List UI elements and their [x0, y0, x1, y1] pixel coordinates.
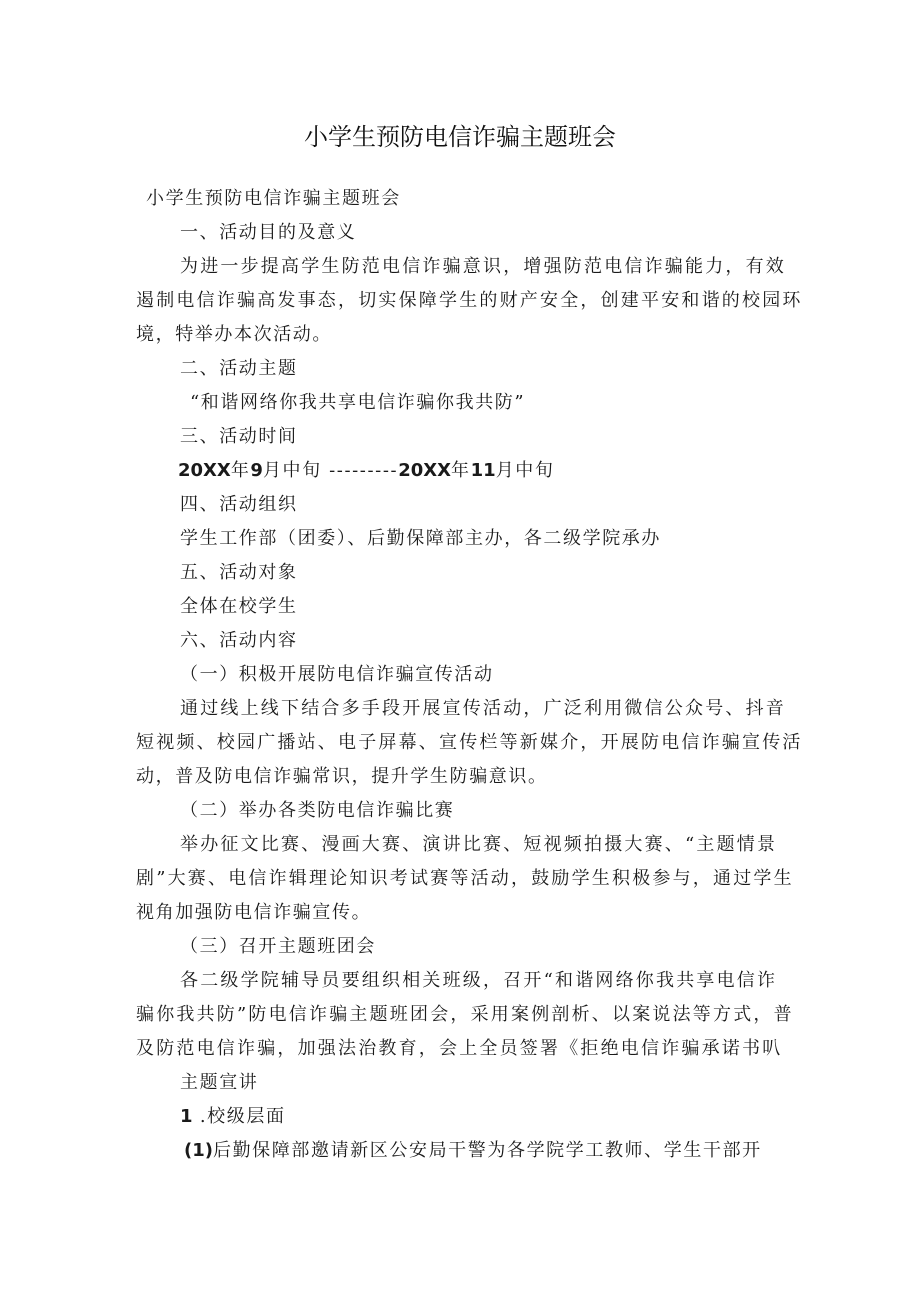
paragraph-line: 骗你我共防”防电信诈骗主题班团会，采用案例剖析、以案说法等方式，普 — [136, 1004, 794, 1025]
paragraph-line: 全体在校学生 — [180, 596, 298, 617]
paragraph-line: 短视频、校园广播站、电子屏幕、宣传栏等新媒介，开展防电信诈骗宣传活 — [136, 732, 803, 753]
year-char: 年 — [451, 460, 471, 481]
paragraph-line: 学生工作部（团委）、后勤保障部主办，各二级学院承办 — [180, 528, 661, 549]
paragraph-line: 境，特举办本次活动。 — [136, 324, 332, 345]
paragraph-line: 动，普及防电信诈骗常识，提升学生防骗意识。 — [136, 766, 548, 787]
paragraph-line: 剧”大赛、电信诈辑理论知识考试赛等活动，鼓励学生积极参与，通过学生 — [136, 868, 794, 889]
activity-time-line — [178, 459, 555, 483]
list-number: 1 — [180, 1106, 193, 1127]
paragraph-line: 主题宣讲 — [180, 1072, 259, 1093]
year-start: 20XX — [178, 460, 231, 481]
item-number: (1) — [184, 1140, 213, 1161]
paragraph-line: 及防范电信诈骗，加强法治教育，会上全员签署《拒绝电信诈骗承诺书叭 — [136, 1038, 783, 1059]
subsection-heading-2: （二）举办各类防电信诈骗比赛 — [180, 800, 455, 821]
section-heading-2: 二、活动主题 — [180, 358, 298, 379]
section-heading-4: 四、活动组织 — [180, 494, 298, 515]
subsection-heading-1: （一）积极开展防电信诈骗宣传活动 — [180, 664, 494, 685]
subtitle-line: 小学生预防电信诈骗主题班会 — [146, 188, 401, 209]
numbered-heading-1 — [180, 1105, 286, 1129]
paragraph-line: 为进一步提高学生防范电信诈骗意识，增强防范电信诈骗能力，有效 — [180, 256, 786, 277]
paragraph-line: 通过线上线下结合多手段开展宣传活动，广泛利用微信公众号、抖音 — [180, 698, 786, 719]
section-heading-6: 六、活动内容 — [180, 630, 298, 651]
document-title: 小学生预防电信诈骗主题班会 — [304, 123, 616, 151]
mid-month-dash: 月中旬 --------- — [262, 460, 399, 481]
paragraph-line: 各二级学院辅导员要组织相关班级，召开“和谐网络你我共享电信诈 — [180, 970, 778, 991]
year-end: 20XX — [398, 460, 452, 481]
year-char: 年 — [230, 460, 251, 481]
list-heading-text: .校级层面 — [192, 1106, 286, 1127]
item-text: 后勤保障部邀请新区公安局干警为各学院学工教师、学生干部开 — [212, 1140, 762, 1161]
numbered-item-1 — [184, 1139, 762, 1163]
paragraph-line: 举办征文比赛、漫画大赛、演讲比赛、短视频拍摄大赛、“主题情景 — [180, 834, 778, 855]
subsection-heading-3: （三）召开主题班团会 — [180, 936, 376, 957]
theme-slogan: “和谐网络你我共享电信诈骗你我共防” — [190, 392, 526, 413]
month-end: 11 — [470, 460, 496, 481]
section-heading-5: 五、活动对象 — [180, 562, 298, 583]
month-start: 9 — [250, 460, 263, 481]
section-heading-1: 一、活动目的及意义 — [180, 222, 357, 243]
section-heading-3: 三、活动时间 — [180, 426, 298, 447]
paragraph-line: 视角加强防电信诈骗宣传。 — [136, 902, 372, 923]
mid-month: 月中旬 — [495, 460, 555, 481]
paragraph-line: 遏制电信诈骗高发事态，切实保障学生的财产安全，创建平安和谐的校园环 — [136, 290, 803, 311]
